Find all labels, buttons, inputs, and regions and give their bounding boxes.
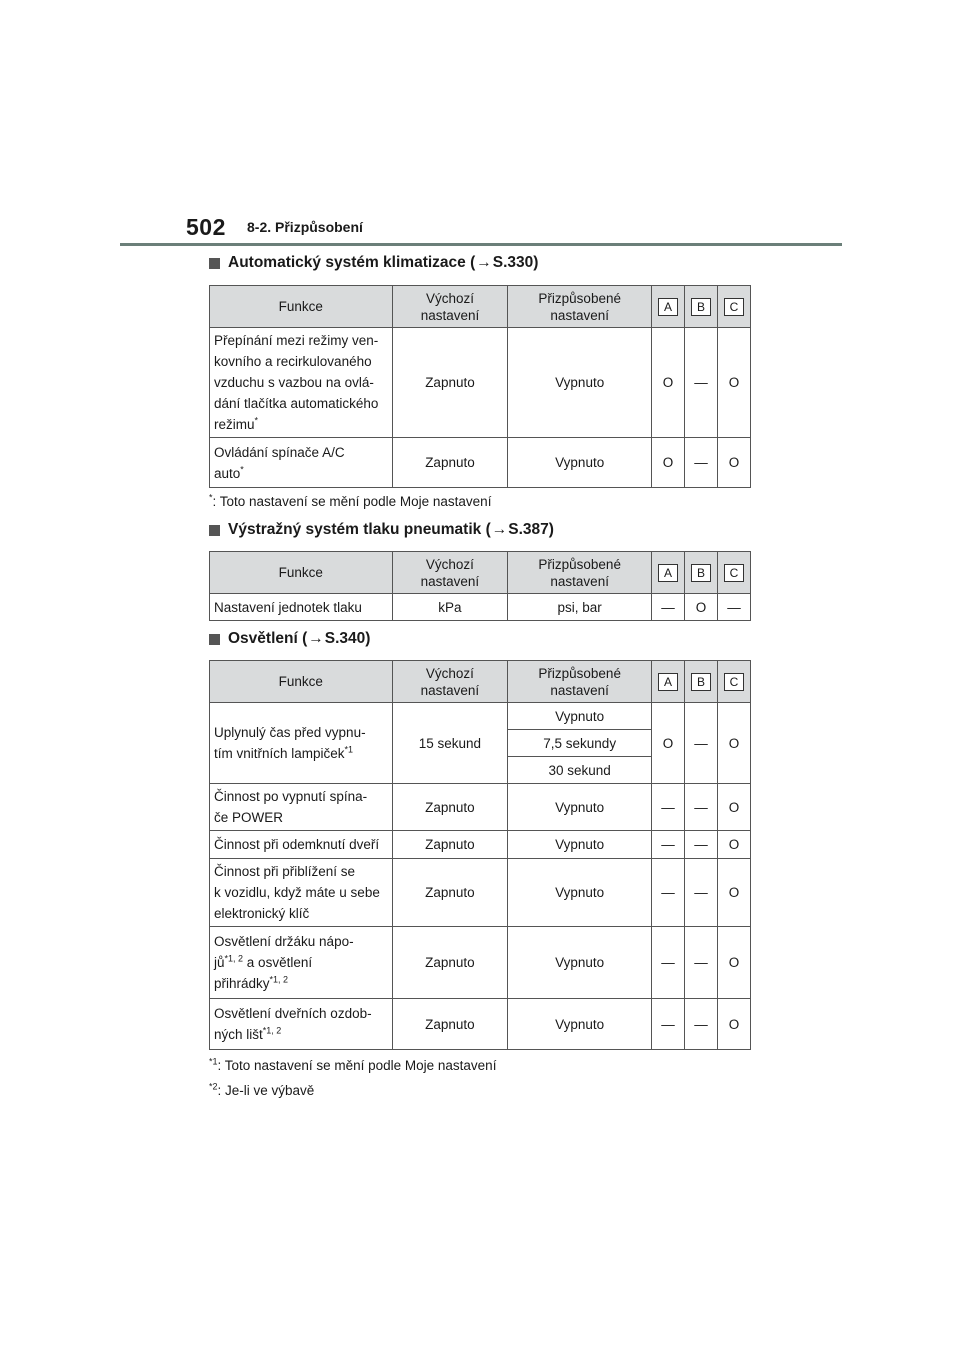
default-cell: Zapnuto xyxy=(392,859,508,927)
c-cell: — xyxy=(718,594,751,621)
custom-cell: psi, bar xyxy=(508,594,652,621)
footnote: *: Toto nastavení se mění podle Moje nastavení xyxy=(209,492,492,509)
default-cell: Zapnuto xyxy=(392,784,508,831)
function-cell: Činnost při přiblížení se k vozidlu, když máte u sebe elektronický klíč xyxy=(210,859,393,927)
section-heading-climate xyxy=(209,254,538,272)
arrow-icon: → xyxy=(476,254,492,271)
table-row xyxy=(210,438,751,488)
table-row xyxy=(210,784,751,831)
a-cell: — xyxy=(652,594,685,621)
custom-cell: Vypnuto xyxy=(508,703,652,730)
table-row xyxy=(210,999,751,1050)
default-cell: Zapnuto xyxy=(392,927,508,999)
header-divider xyxy=(120,243,842,246)
footnote: $^{*2}$: Je-li ve výbavě xyxy=(209,1081,315,1098)
arrow-icon: → xyxy=(308,630,324,647)
page-number: 502 xyxy=(186,214,226,240)
default-cell: Zapnuto xyxy=(392,328,508,438)
col-a: A xyxy=(652,661,685,703)
col-custom: Přizpůsobené nastavení xyxy=(508,552,652,594)
table-row xyxy=(210,859,751,927)
col-a: A xyxy=(652,286,685,328)
custom-cell: Vypnuto xyxy=(508,438,652,488)
a-cell: O xyxy=(652,703,685,784)
c-cell: O xyxy=(717,999,750,1050)
col-c: C xyxy=(718,552,751,594)
col-b: B xyxy=(685,661,718,703)
default-cell: kPa xyxy=(392,594,508,621)
square-bullet-icon xyxy=(209,525,220,536)
a-cell: — xyxy=(652,927,685,999)
b-cell: — xyxy=(685,438,718,488)
col-default: Výchozí nastavení xyxy=(392,661,508,703)
a-cell: — xyxy=(652,999,685,1050)
b-cell: — xyxy=(685,831,718,859)
col-a: A xyxy=(652,552,685,594)
col-custom: Přizpůsobené nastavení xyxy=(508,661,652,703)
table-row xyxy=(210,328,751,438)
function-cell: Ovládání spínače A/C auto* xyxy=(210,438,393,488)
default-cell: 15 sekund xyxy=(392,703,508,784)
table-header-row xyxy=(210,552,751,594)
c-cell: O xyxy=(718,328,751,438)
col-c: C xyxy=(718,286,751,328)
b-cell: — xyxy=(685,859,718,927)
col-default: Výchozí nastavení xyxy=(392,552,508,594)
table-row xyxy=(210,594,751,621)
custom-cell: Vypnuto xyxy=(508,999,652,1050)
a-cell: O xyxy=(652,328,685,438)
col-b: B xyxy=(685,286,718,328)
col-function: Funkce xyxy=(210,552,393,594)
table-row xyxy=(210,703,751,730)
table-header-row xyxy=(210,286,751,328)
custom-cell: 30 sekund xyxy=(508,757,652,784)
a-cell: O xyxy=(652,438,685,488)
section-ref: S.330) xyxy=(492,254,539,271)
function-cell: Osvětlení dveřních ozdob- ných lišt$^{*1, 2}$ xyxy=(210,999,393,1050)
square-bullet-icon xyxy=(209,258,220,269)
section-title: Osvětlení ( xyxy=(228,630,308,647)
default-cell: Zapnuto xyxy=(392,831,508,859)
col-function: Funkce xyxy=(210,661,393,703)
arrow-icon: → xyxy=(491,521,508,538)
default-cell: Zapnuto xyxy=(392,999,508,1050)
default-cell: Zapnuto xyxy=(392,438,508,488)
col-custom: Přizpůsobené nastavení xyxy=(508,286,652,328)
climate-settings-table xyxy=(209,285,751,488)
c-cell: O xyxy=(717,927,750,999)
b-cell: — xyxy=(685,784,718,831)
a-cell: — xyxy=(652,784,685,831)
custom-cell: Vypnuto xyxy=(508,859,652,927)
b-cell: — xyxy=(685,328,718,438)
lighting-table xyxy=(209,660,751,1050)
custom-cell: 7,5 sekundy xyxy=(508,730,652,757)
c-cell: O xyxy=(717,831,750,859)
function-cell: Nastavení jednotek tlaku xyxy=(210,594,393,621)
col-function: Funkce xyxy=(210,286,393,328)
b-cell: O xyxy=(685,594,718,621)
c-cell: O xyxy=(717,784,750,831)
square-bullet-icon xyxy=(209,634,220,645)
section-ref: S.387) xyxy=(508,521,554,538)
custom-cell: Vypnuto xyxy=(508,831,652,859)
custom-cell: Vypnuto xyxy=(508,784,652,831)
col-default: Výchozí nastavení xyxy=(392,286,508,328)
b-cell: — xyxy=(685,999,718,1050)
function-cell: Činnost při odemknutí dveří xyxy=(210,831,393,859)
a-cell: — xyxy=(652,859,685,927)
footnote: $^{*1}$: Toto nastavení se mění podle Moje nastavení xyxy=(209,1056,497,1073)
section-title: Výstražný systém tlaku pneumatik ( xyxy=(228,521,491,538)
b-cell: — xyxy=(685,927,718,999)
c-cell: O xyxy=(717,703,750,784)
col-c: C xyxy=(717,661,750,703)
section-title: Automatický systém klimatizace ( xyxy=(228,254,476,271)
a-cell: — xyxy=(652,831,685,859)
col-b: B xyxy=(685,552,718,594)
b-cell: — xyxy=(685,703,718,784)
table-header-row xyxy=(210,661,751,703)
section-heading-tire-pressure xyxy=(209,521,554,539)
custom-cell: Vypnuto xyxy=(508,328,652,438)
function-cell: Činnost po vypnutí spína- če POWER xyxy=(210,784,393,831)
section-heading-lighting xyxy=(209,630,370,648)
c-cell: O xyxy=(717,859,750,927)
table-row xyxy=(210,831,751,859)
chapter-title: 8-2. Přizpůsobení xyxy=(247,219,363,235)
function-cell: Osvětlení držáku nápo- jů$^{*1, 2}$ a osvětlení přihrádky$^{*1, 2}$ xyxy=(210,927,393,999)
tire-pressure-table xyxy=(209,551,751,621)
function-cell: Přepínání mezi režimy ven- kovního a recirkulovaného vzduchu s vazbou na ovlá- dání tlačítka automatického režimu* xyxy=(210,328,393,438)
section-ref: S.340) xyxy=(324,630,371,647)
table-row xyxy=(210,927,751,999)
function-cell: Uplynulý čas před vypnu- tím vnitřních lampiček$^{*1}$ xyxy=(210,703,393,784)
custom-cell: Vypnuto xyxy=(508,927,652,999)
c-cell: O xyxy=(718,438,751,488)
